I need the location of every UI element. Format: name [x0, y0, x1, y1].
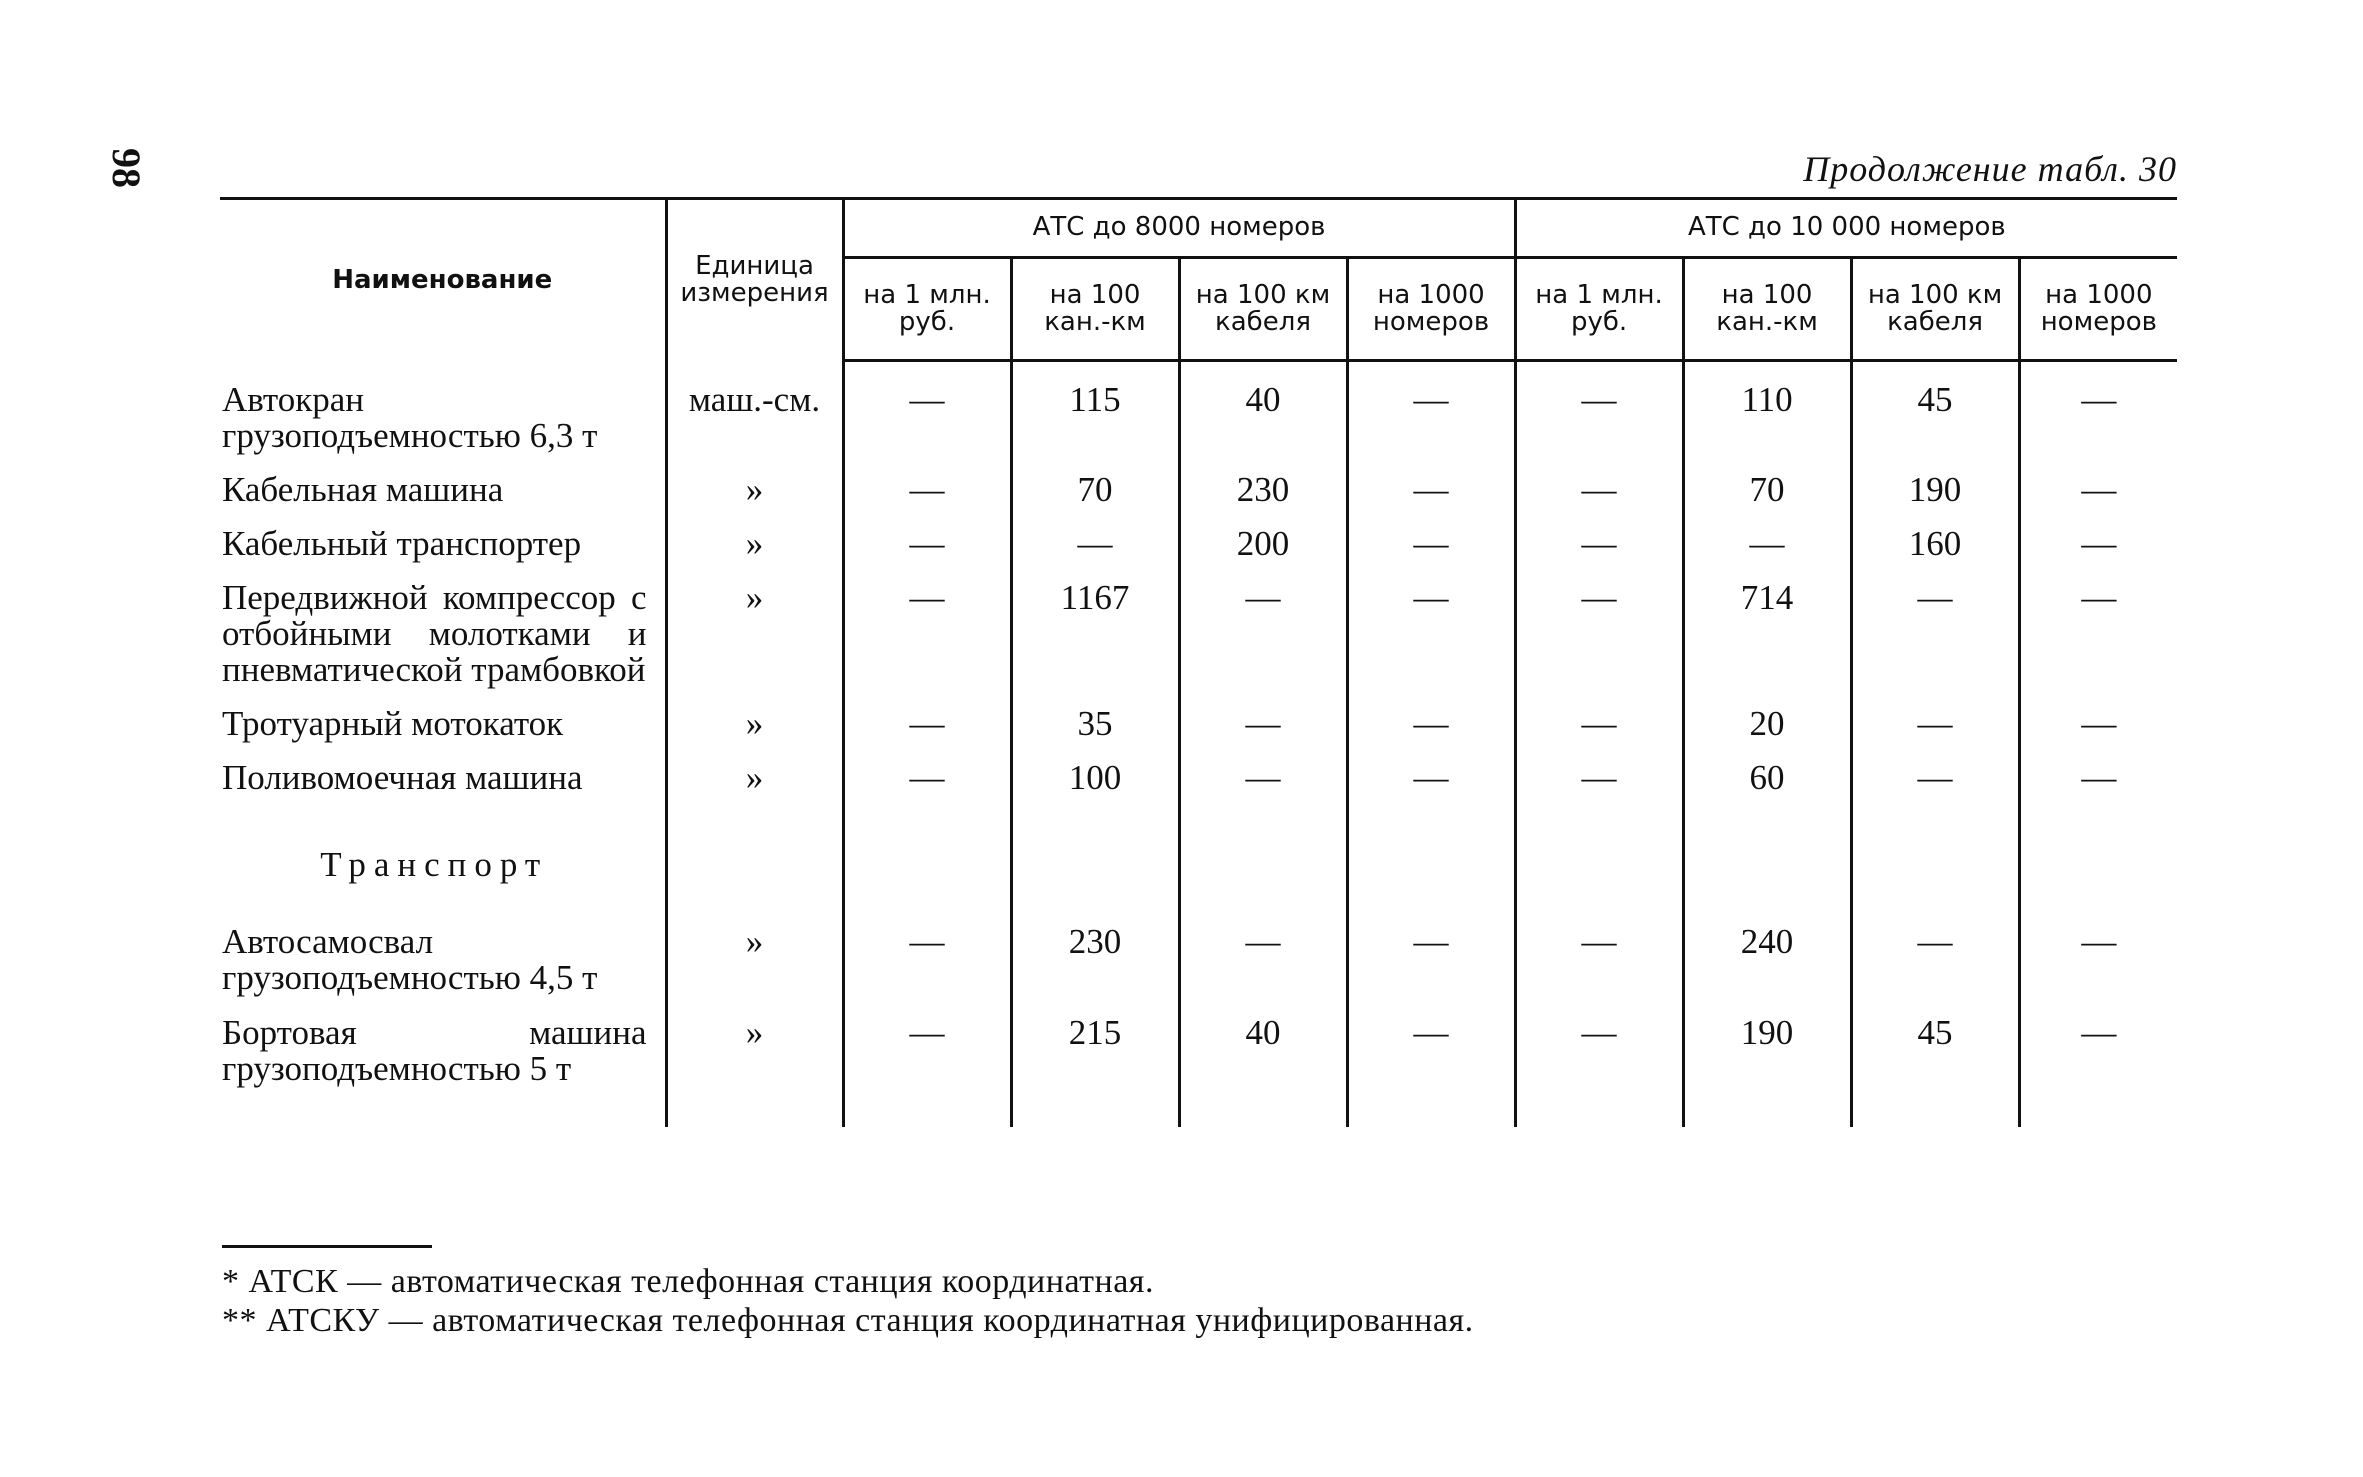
empty-cell: [843, 1101, 1011, 1127]
footnote-atsku: ** АТСКУ — автоматическая телефонная станция координатная унифицированная.: [222, 1302, 1474, 1340]
empty-cell: [666, 1101, 843, 1127]
table-row: [220, 702, 2177, 756]
row-value: —: [843, 522, 1011, 576]
row-value: 70: [1683, 468, 1851, 522]
row-value: —: [1347, 920, 1515, 1010]
row-value: 190: [1851, 468, 2019, 522]
header-unit: Единица измерения: [666, 199, 843, 361]
row-value: —: [1515, 468, 1683, 522]
row-value: —: [1347, 1011, 1515, 1101]
table-row: [220, 1011, 2177, 1101]
empty-cell: [666, 810, 843, 920]
row-value: —: [1179, 756, 1347, 810]
row-value: —: [2019, 522, 2177, 576]
row-value: 45: [1851, 378, 2019, 468]
row-value: 100: [1011, 756, 1179, 810]
spacer-row: [220, 361, 2177, 379]
table-row: [220, 576, 2177, 702]
row-value: —: [1851, 920, 2019, 1010]
row-unit: »: [666, 756, 843, 810]
row-value: —: [843, 702, 1011, 756]
row-value: —: [843, 378, 1011, 468]
empty-cell: [1179, 361, 1347, 379]
header-row-groups: [220, 199, 2177, 258]
row-name: Тротуарный мотокаток: [220, 702, 666, 756]
row-unit: »: [666, 576, 843, 702]
row-value: —: [1347, 756, 1515, 810]
empty-cell: [1347, 1101, 1515, 1127]
row-value: —: [843, 1011, 1011, 1101]
row-value: 35: [1011, 702, 1179, 756]
empty-cell: [1851, 810, 2019, 920]
empty-cell: [2019, 361, 2177, 379]
table-row: [220, 378, 2177, 468]
table-caption: Продолжение табл. 30: [1803, 149, 2177, 189]
row-value: —: [1347, 702, 1515, 756]
row-value: —: [1515, 1011, 1683, 1101]
empty-cell: [666, 361, 843, 379]
empty-cell: [1347, 361, 1515, 379]
row-value: —: [1347, 576, 1515, 702]
header-sub-per-100-channel-km: на 100 кан.-км: [1683, 258, 1851, 361]
row-name: Кабельный транспортер: [220, 522, 666, 576]
row-value: 230: [1179, 468, 1347, 522]
row-value: 60: [1683, 756, 1851, 810]
row-value: —: [843, 576, 1011, 702]
row-name: Бортовая машина грузоподъемностью 5 т: [220, 1011, 666, 1101]
empty-cell: [2019, 810, 2177, 920]
header-group-8000: АТС до 8000 номеров: [843, 199, 1515, 258]
header-sub-per-100-km-cable: на 100 км кабеля: [1179, 258, 1347, 361]
row-value: —: [1515, 378, 1683, 468]
row-value: —: [2019, 576, 2177, 702]
header-sub-per-100-channel-km: на 100 кан.-км: [1011, 258, 1179, 361]
row-unit: маш.-см.: [666, 378, 843, 468]
row-value: 45: [1851, 1011, 2019, 1101]
row-value: —: [2019, 1011, 2177, 1101]
empty-cell: [1515, 810, 1683, 920]
page-number: 98: [104, 148, 149, 188]
row-value: —: [1347, 468, 1515, 522]
empty-cell: [1683, 810, 1851, 920]
row-value: 240: [1683, 920, 1851, 1010]
empty-cell: [843, 810, 1011, 920]
row-value: 115: [1011, 378, 1179, 468]
footnotes: [222, 1262, 1474, 1340]
header-sub-per-1000-numbers: на 1000 номеров: [2019, 258, 2177, 361]
section-title: Транспорт: [220, 810, 666, 920]
empty-cell: [1011, 361, 1179, 379]
row-value: 160: [1851, 522, 2019, 576]
row-value: 200: [1179, 522, 1347, 576]
header-sub-per-million-rub: на 1 млн. руб.: [1515, 258, 1683, 361]
row-value: —: [1515, 920, 1683, 1010]
table-row: [220, 468, 2177, 522]
row-unit: »: [666, 522, 843, 576]
row-name: Кабельная машина: [220, 468, 666, 522]
row-unit: »: [666, 468, 843, 522]
row-value: —: [843, 756, 1011, 810]
row-value: —: [1515, 702, 1683, 756]
row-value: —: [1179, 576, 1347, 702]
header-group-10000: АТС до 10 000 номеров: [1515, 199, 2177, 258]
row-name: Автокран грузоподъемностью 6,3 т: [220, 378, 666, 468]
footnote-atsk: * АТСК — автоматическая телефонная станция координатная.: [222, 1263, 1154, 1300]
tail-row: [220, 1101, 2177, 1127]
row-value: —: [1851, 702, 2019, 756]
header-sub-per-million-rub: на 1 млн. руб.: [843, 258, 1011, 361]
equipment-table-wrapper: [220, 197, 2177, 1127]
header-sub-per-100-km-cable: на 100 км кабеля: [1851, 258, 2019, 361]
row-value: —: [1347, 378, 1515, 468]
row-value: —: [1851, 756, 2019, 810]
row-value: —: [2019, 702, 2177, 756]
row-unit: »: [666, 920, 843, 1010]
section-row: [220, 810, 2177, 920]
row-value: 20: [1683, 702, 1851, 756]
empty-cell: [1011, 810, 1179, 920]
header-sub-per-1000-numbers: на 1000 номеров: [1347, 258, 1515, 361]
row-value: —: [1515, 756, 1683, 810]
empty-cell: [1179, 1101, 1347, 1127]
table-row: [220, 920, 2177, 1010]
header-name: Наименование: [220, 199, 666, 361]
row-name: Поливомоечная машина: [220, 756, 666, 810]
row-value: —: [1011, 522, 1179, 576]
empty-cell: [1515, 1101, 1683, 1127]
row-value: 1167: [1011, 576, 1179, 702]
row-unit: »: [666, 702, 843, 756]
empty-cell: [1851, 1101, 2019, 1127]
empty-cell: [1683, 361, 1851, 379]
row-value: —: [843, 920, 1011, 1010]
row-value: —: [1683, 522, 1851, 576]
empty-cell: [220, 361, 666, 379]
empty-cell: [1851, 361, 2019, 379]
row-value: —: [2019, 468, 2177, 522]
empty-cell: [2019, 1101, 2177, 1127]
empty-cell: [1683, 1101, 1851, 1127]
row-value: 40: [1179, 1011, 1347, 1101]
row-value: —: [2019, 756, 2177, 810]
row-value: 215: [1011, 1011, 1179, 1101]
row-value: —: [2019, 920, 2177, 1010]
empty-cell: [1011, 1101, 1179, 1127]
row-name: Автосамосвал грузоподъемностью 4,5 т: [220, 920, 666, 1010]
table-body: [220, 361, 2177, 1127]
row-value: —: [843, 468, 1011, 522]
empty-cell: [220, 1101, 666, 1127]
table-row: [220, 522, 2177, 576]
equipment-table: [220, 197, 2177, 1127]
row-value: —: [1179, 702, 1347, 756]
row-unit: »: [666, 1011, 843, 1101]
row-value: 230: [1011, 920, 1179, 1010]
row-value: 110: [1683, 378, 1851, 468]
row-value: —: [1515, 522, 1683, 576]
table-header: [220, 199, 2177, 361]
row-value: 70: [1011, 468, 1179, 522]
empty-cell: [1347, 810, 1515, 920]
row-name: Передвижной компрессор с отбойными молотками и пневматической трамбовкой: [220, 576, 666, 702]
empty-cell: [843, 361, 1011, 379]
row-value: 40: [1179, 378, 1347, 468]
row-value: 714: [1683, 576, 1851, 702]
row-value: —: [1179, 920, 1347, 1010]
row-value: —: [2019, 378, 2177, 468]
table-row: [220, 756, 2177, 810]
row-value: —: [1515, 576, 1683, 702]
row-value: —: [1347, 522, 1515, 576]
empty-cell: [1515, 361, 1683, 379]
row-value: 190: [1683, 1011, 1851, 1101]
footnote-divider: [222, 1245, 432, 1248]
empty-cell: [1179, 810, 1347, 920]
row-value: —: [1851, 576, 2019, 702]
